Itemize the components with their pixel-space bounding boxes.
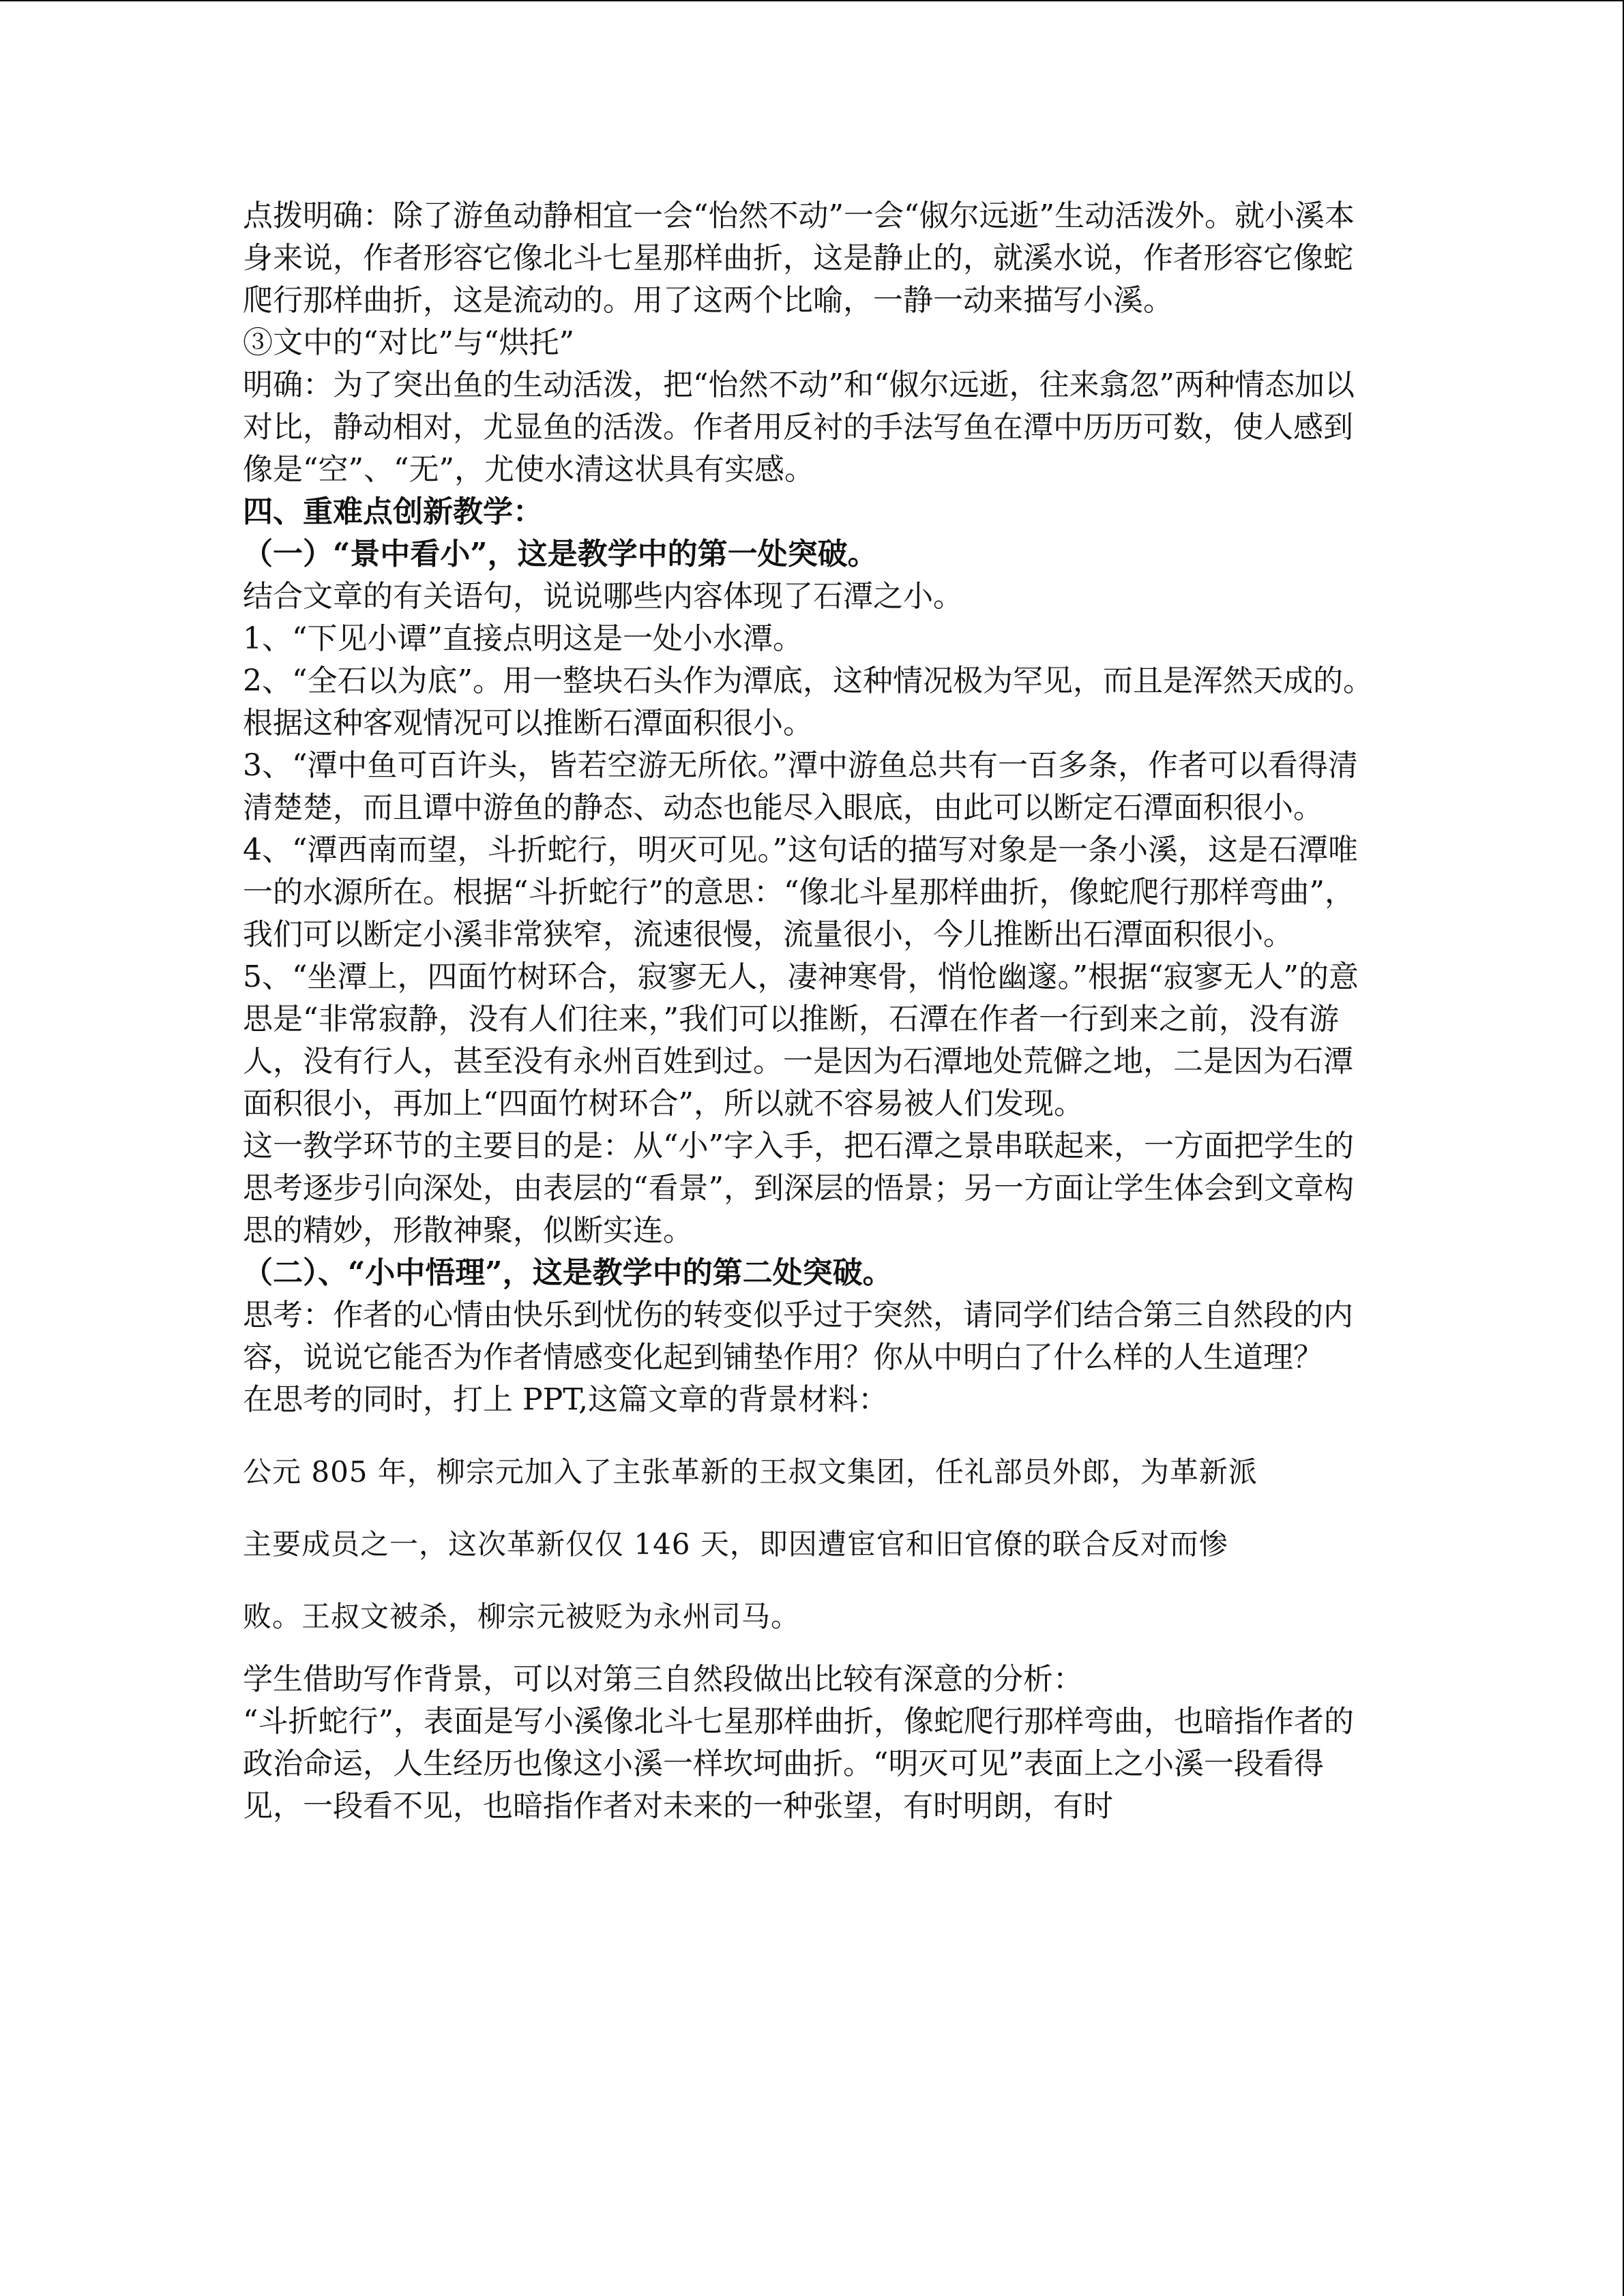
list-item-5: 5、“坐潭上，四面竹树环合，寂寥无人，凄神寒骨，悄怆幽邃。”根据“寂寥无人”的意思是“非常寂静，没有人们往来，”我们可以推断，石潭在作者一行到来之前，没有游人，没有行人，甚至没有永州百姓到过。一是因为石潭地处荒僻之地，二是因为石潭面积很小，再加上“四面竹树环合”，所以就不容易被人们发现。 [243,959,1359,1121]
section-heading-4: 四、重难点创新教学： [243,494,543,529]
list-item-4: 4、“潭西南而望，斗折蛇行，明灭可见。”这句话的描写对象是一条小溪，这是石潭唯一的水源所在。根据“斗折蛇行”的意思：“像北斗星那样曲折，像蛇爬行那样弯曲”，我们可以断定小溪非常狭窄，流速很慢，流量很小，今儿推断出石潭面积很小。 [243,833,1358,952]
paragraph-contrast-heading: ③文中的“对比”与“烘托” [243,325,574,360]
paragraph-purpose: 这一教学环节的主要目的是：从“小”字入手，把石潭之景串联起来，一方面把学生的思考逐步引向深处，由表层的“看景”，到深层的悟景；另一方面让学生体会到文章构思的精妙，形散神聚，似断实连。 [243,1129,1354,1248]
document-body [243,195,1382,1828]
list-item-3: 3、“潭中鱼可百许头，皆若空游无所依。”潭中游鱼总共有一百多条，作者可以看得清清楚楚，而且谭中游鱼的静态、动态也能尽入眼底，由此可以断定石潭面积很小。 [243,748,1358,825]
background-line-1: 公元 805 年，柳宗元加入了主张革新的王叔文集团，任礼部员外郎，为革新派 [243,1455,1258,1489]
paragraph-pointing-out: 点拨明确：除了游鱼动静相宜一会“怡然不动”一会“俶尔远逝”生动活泼外。就小溪本身来说，作者形容它像北斗七星那样曲折，这是静止的，就溪水说，作者形容它像蛇爬行那样曲折，这是流动的。用了这两个比喻，一静一动来描写小溪。 [243,198,1355,318]
paragraph-contrast-answer: 明确：为了突出鱼的生动活泼，把“怡然不动”和“俶尔远逝，往来翕忽”两种情态加以对比，静动相对，尤显鱼的活泼。作者用反衬的手法写鱼在潭中历历可数，使人感到像是“空”、“无”，尤使水清这状具有实感。 [243,368,1355,487]
paragraph-ppt: 在思考的同时，打上 PPT,这篇文章的背景材料： [243,1382,889,1417]
subsection-heading-1: （一）“景中看小”，这是教学中的第一处突破。 [243,537,878,571]
background-line-2: 主要成员之一，这次革新仅仅 146 天，即因遭宦官和旧官僚的联合反对而惨 [243,1527,1228,1561]
paragraph-thinking: 思考：作者的心情由快乐到忧伤的转变似乎过于突然，请同学们结合第三自然段的内容，说说它能否为作者情感变化起到铺垫作用？你从中明白了什么样的人生道理？ [243,1298,1353,1375]
list-item-1: 1、“下见小谭”直接点明这是一处小水潭。 [243,621,803,656]
spacer [243,1638,1382,1658]
paragraph-analysis-intro: 学生借助写作背景，可以对第三自然段做出比较有深意的分析： [243,1662,1083,1697]
background-line-3: 败。王叔文被杀，柳宗元被贬为永州司马。 [243,1600,801,1633]
paragraph-analysis: “斗折蛇行”，表面是写小溪像北斗七星那样曲折，像蛇爬行那样弯曲，也暗指作者的政治命运，人生经历也像这小溪一样坎坷曲折。“明灭可见”表面上之小溪一段看得见，一段看不见，也暗指作者对未来的一种张望，有时明朗，有时 [243,1704,1354,1823]
paragraph-question: 结合文章的有关语句，说说哪些内容体现了石潭之小。 [243,579,963,614]
list-item-2: 2、“全石以为底”。用一整块石头作为潭底，这种情况极为罕见，而且是浑然天成的。根据这种客观情况可以推断石潭面积很小。 [243,664,1373,741]
subsection-heading-2: （二）、“小中悟理”，这是教学中的第二处突破。 [243,1255,893,1290]
